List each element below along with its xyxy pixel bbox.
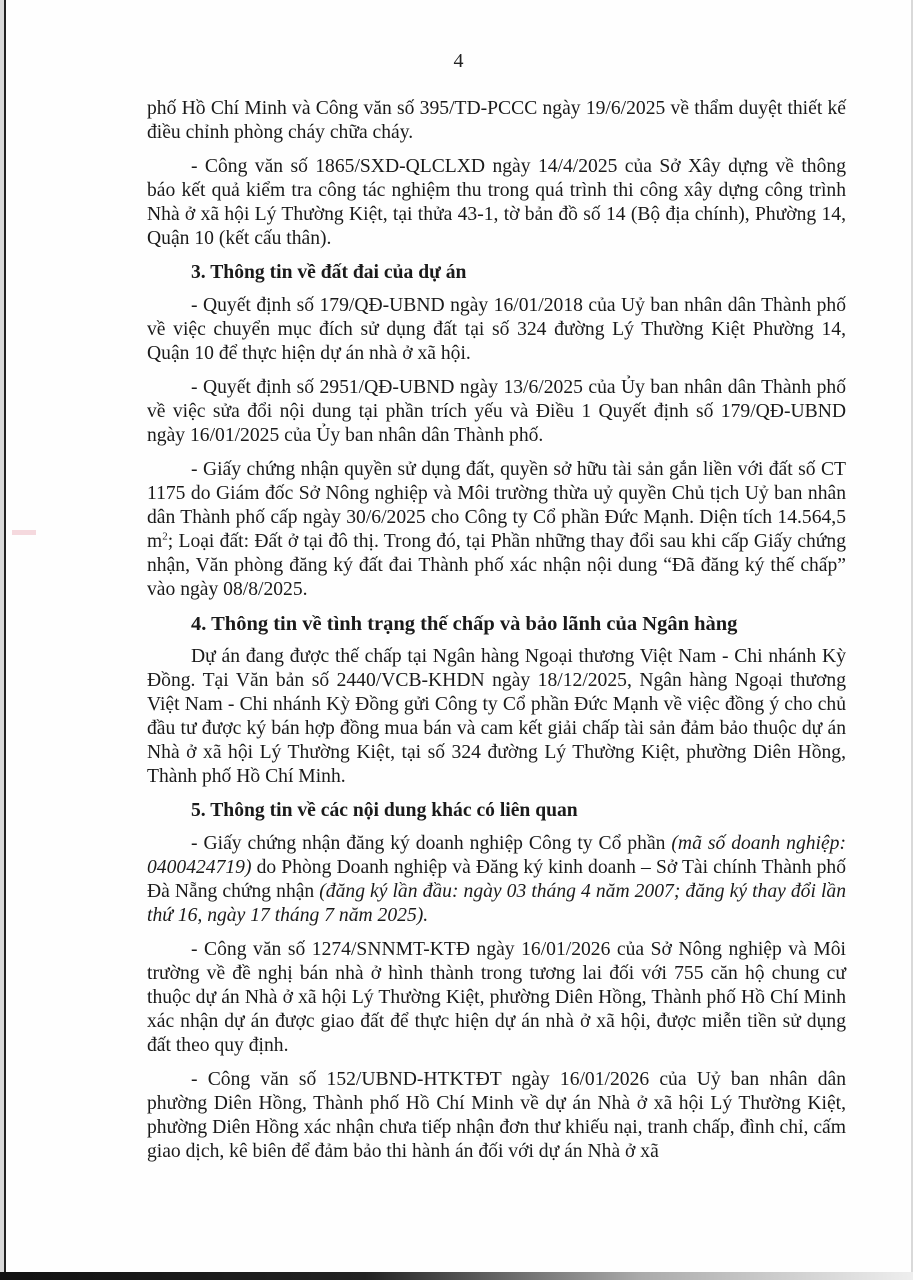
- section-5-heading: 5. Thông tin về các nội dung khác có liên quan: [191, 800, 578, 821]
- document-body: [147, 97, 846, 1174]
- text-run: do Phòng Doanh nghiệp và Đăng ký kinh doanh – Sở Tài chính Thành phố Đà Nẵng chứng nhận: [147, 857, 846, 902]
- paragraph-quyet-dinh-2951: - Quyết định số 2951/QĐ-UBND ngày 13/6/2025 của Ủy ban nhân dân Thành phố về việc sửa đổi nội dung tại phần trích yếu và Điều 1 Quyết định số 179/QĐ-UBND ngày 16/01/2025 của Ủy ban nhân dân Thành phố.: [147, 377, 846, 446]
- paragraph-giay-chung-nhan-ct1175: [147, 458, 846, 602]
- scan-bottom-edge: [0, 1272, 913, 1280]
- superscript: 2: [162, 530, 168, 543]
- italic-run: (đăng ký lần đầu: ngày 03 tháng 4 năm 2007; đăng ký thay đổi lần thứ 16, ngày 17 tháng 7 năm 2025).: [147, 881, 846, 926]
- paragraph-continuation: phố Hồ Chí Minh và Công văn số 395/TD-PCCC ngày 19/6/2025 về thẩm duyệt thiết kế điều chỉnh phòng cháy chữa cháy.: [147, 98, 846, 143]
- paragraph-the-chap: Dự án đang được thế chấp tại Ngân hàng Ngoại thương Việt Nam - Chi nhánh Kỳ Đồng. Tại Văn bản số 2440/VCB-KHDN ngày 18/12/2025, Ngân hàng Ngoại thương Việt Nam - Chi nhánh Kỳ Đồng gửi Công ty Cổ phần Đức Mạnh về việc đồng ý cho chủ đầu tư được ký bán hợp đồng mua bán và cam kết giải chấp tài sản đảm bảo thuộc dự án Nhà ở xã hội Lý Thường Kiệt, tại số 324 đường Lý Thường Kiệt, phường Diên Hồng, Thành phố Hồ Chí Minh.: [147, 646, 846, 787]
- document-page: [4, 0, 911, 1272]
- page-number: 4: [453, 50, 464, 72]
- text-run: - Giấy chứng nhận đăng ký doanh nghiệp Công ty Cổ phần: [191, 833, 672, 854]
- section-4-heading: 4. Thông tin về tình trạng thế chấp và bảo lãnh của Ngân hàng: [191, 613, 738, 635]
- paragraph-quyet-dinh-179: - Quyết định số 179/QĐ-UBND ngày 16/01/2018 của Uỷ ban nhân dân Thành phố về việc chuyển mục đích sử dụng đất tại số 324 đường Lý Thường Kiệt Phường 14, Quận 10 để thực hiện dự án nhà ở xã hội.: [147, 295, 846, 364]
- text-run: - Giấy chứng nhận quyền sử dụng đất, quyền sở hữu tài sản gắn liền với đất số CT 1175 do Giám đốc Sở Nông nghiệp và Môi trường thừa uỷ quyền Chủ tịch Uỷ ban nhân dân Thành phố cấp ngày 30/6/2025 cho Công ty Cổ phần Đức Mạnh. Diện tích 14.564,5 m: [147, 459, 846, 552]
- paragraph-cong-van-152: - Công văn số 152/UBND-HTKTĐT ngày 16/01/2026 của Uỷ ban nhân dân phường Diên Hồng, Thành phố Hồ Chí Minh về dự án Nhà ở xã hội Lý Thường Kiệt, phường Diên Hồng xác nhận chưa tiếp nhận đơn thư khiếu nại, tranh chấp, đình chỉ, cấm giao dịch, kê biên để đảm bảo thi hành án đối với dự án Nhà ở xã: [147, 1069, 846, 1162]
- faded-stamp-mark: [12, 530, 36, 680]
- paragraph-cong-van-1274: - Công văn số 1274/SNNMT-KTĐ ngày 16/01/2026 của Sở Nông nghiệp và Môi trường về đề nghị bán nhà ở hình thành trong tương lai đối với 755 căn hộ chung cư thuộc dự án Nhà ở xã hội Lý Thường Kiệt, phường Diên Hồng, Thành phố Hồ Chí Minh xác nhận dự án được giao đất để thực hiện dự án nhà ở xã hội, được miễn tiền sử dụng đất theo quy định.: [147, 939, 846, 1056]
- paragraph-giay-chung-nhan-dkdn: [147, 832, 846, 928]
- text-run: ; Loại đất: Đất ở tại đô thị. Trong đó, tại Phần những thay đổi sau khi cấp Giấy chứng nhận, Văn phòng đăng ký đất đai Thành phố xác nhận nội dung “Đã đăng ký thế chấp” vào ngày 08/8/2025.: [147, 531, 846, 600]
- italic-run: (mã số doanh nghiệp: 0400424719): [147, 833, 846, 878]
- paragraph-cong-van-1865: - Công văn số 1865/SXD-QLCLXD ngày 14/4/2025 của Sở Xây dựng về thông báo kết quả kiểm tra công tác nghiệm thu trong quá trình thi công xây dựng công trình Nhà ở xã hội Lý Thường Kiệt, tại thửa 43-1, tờ bản đồ số 14 (Bộ địa chính), Phường 14, Quận 10 (kết cấu thân).: [147, 156, 846, 249]
- section-3-heading: 3. Thông tin về đất đai của dự án: [191, 262, 467, 283]
